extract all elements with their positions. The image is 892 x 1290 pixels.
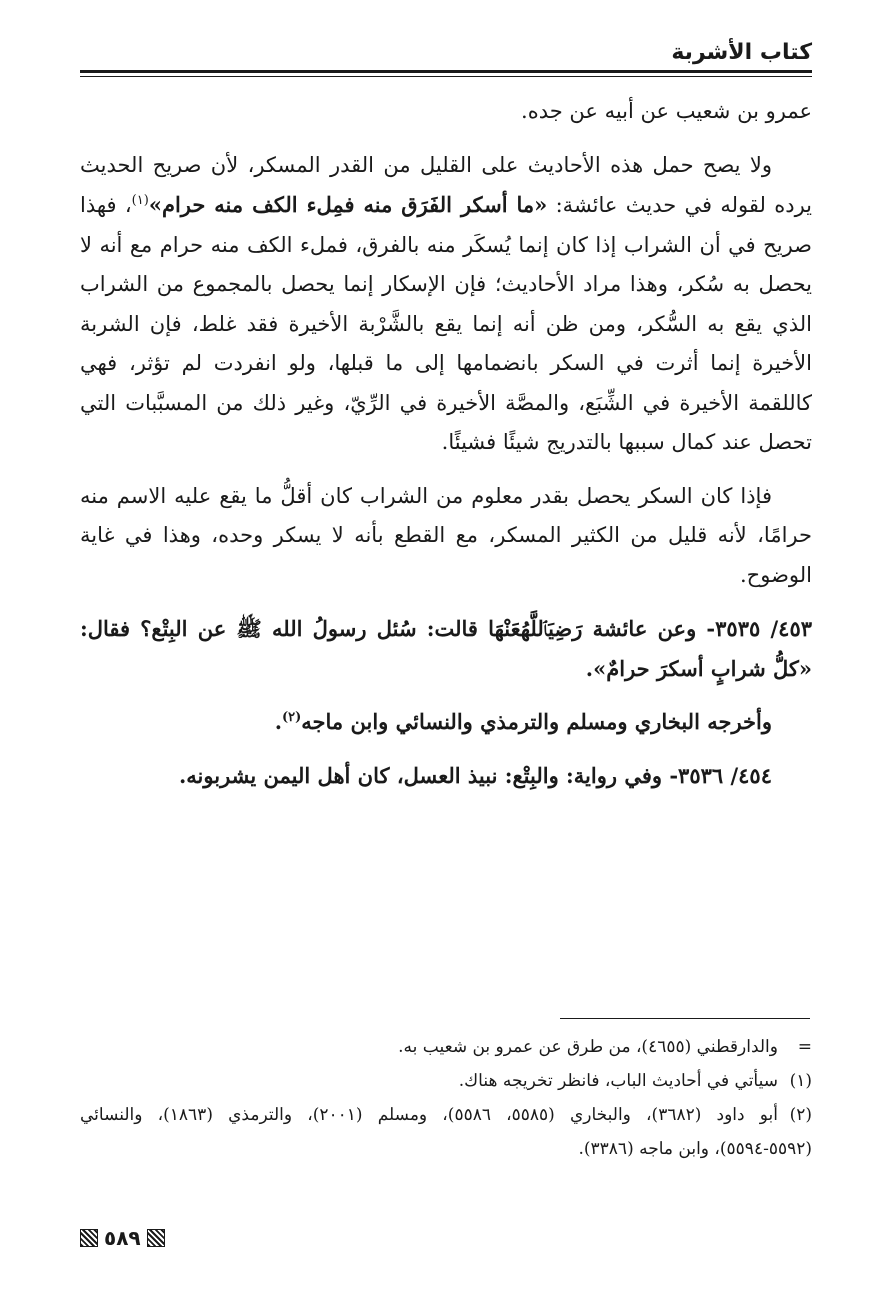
paragraph-3: فإذا كان السكر يحصل بقدر معلوم من الشراب كان أقلُّ ما يقع عليه الاسم منه حرامًا، لأنه قليل من الكثير المسكر، مع القطع بأنه لا يسكر وحده، وهذا في غاية الوضوح. xyxy=(80,483,812,587)
header-rule-thin xyxy=(80,76,812,77)
takhrij-end: . xyxy=(274,709,282,734)
footnote-2 xyxy=(80,1098,812,1166)
hadith-454: ٤٥٤/ ٣٥٣٦- وفي رواية: والبِتْع: نبيذ العسل، كان أهل اليمن يشربونه. xyxy=(178,762,772,788)
footnote-1-mark: (١) xyxy=(789,1071,812,1091)
footnote-1 xyxy=(80,1064,812,1098)
takhrij-line xyxy=(80,702,812,742)
page-number: ٥٨٩ xyxy=(104,1226,141,1250)
ornament-icon xyxy=(80,1229,98,1247)
header-rule-thick xyxy=(80,70,812,73)
paragraph-2-rest: ، فهذا صريح في أن الشراب إذا كان إنما يُسكَر منه بالفرق، فملء الكف منه حرام مع أنه لا يحصل به سُكر، وهذا مراد الأحاديث؛ فإن الإسكار إنما يحصل بالمجموع من الشراب الذي يقع به السُّكر، ومن ظن أنه إنما يقع بالشَّرْبة الأخيرة فقد غلط، فإن الشربة الأخيرة إنما أثرت في السكر بانضمامها إلى ما قبلها، ولو انفردت لم تؤثر، فهي كاللقمة الأخيرة في الشِّبَع، والمصَّة الأخيرة في الرِّيّ، وغير ذلك من المسبَّبات التي تحصل عند كمال سببها بالتدريج شيئًا فشيئًا. xyxy=(80,193,812,454)
footnote-separator xyxy=(560,1018,810,1019)
aisha-quote: «ما أسكر الفَرَق منه فمِلء الكف منه حرام» xyxy=(148,192,548,217)
page-folio xyxy=(80,1224,165,1252)
footnote-continuation xyxy=(80,1030,812,1064)
ornament-icon xyxy=(147,1229,165,1247)
footnote-cont-text: والدارقطني (٤٦٥٥)، من طرق عن عمرو بن شعيب به. xyxy=(398,1037,778,1057)
footnote-ref-2: (٢) xyxy=(282,710,302,725)
hadith-453: ٤٥٣/ ٣٥٣٥- وعن عائشة رَضِيَٱللَّهُعَنْهَا قالت: سُئل رسولُ الله ﷺ عن البِتْع؟ فقال: «كلُّ شرابٍ أسكرَ حرامٌ». xyxy=(80,616,813,681)
takhrij-text: وأخرجه البخاري ومسلم والترمذي والنسائي وابن ماجه xyxy=(301,709,772,734)
paragraph-2 xyxy=(80,146,812,463)
paragraph-1: عمرو بن شعيب عن أبيه عن جده. xyxy=(521,99,812,123)
footnote-2-mark: (٢) xyxy=(789,1105,813,1125)
running-header xyxy=(80,30,812,70)
footnote-cont-mark: = xyxy=(797,1037,812,1057)
footnote-1-text: سيأتي في أحاديث الباب، فانظر تخريجه هناك. xyxy=(458,1071,778,1091)
footnote-2-text: أبو داود (٣٦٨٢)، والبخاري (٥٥٨٥، ٥٥٨٦)، ومسلم (٢٠٠١)، والترمذي (١٨٦٣)، والنسائي (٥٥٩٢-٥٥٩٤)، وابن ماجه (٣٣٨٦). xyxy=(80,1105,812,1159)
chapter-title: كتاب الأشربة xyxy=(671,40,812,65)
footnotes xyxy=(80,1030,812,1166)
main-text xyxy=(80,92,812,795)
paragraph-2-intro: ولا يصح حمل هذه الأحاديث على القليل من القدر المسكر، لأن صريح الحديث يرده لقوله في حديث عائشة: xyxy=(80,152,813,217)
footnote-ref-1: (١) xyxy=(131,193,149,208)
